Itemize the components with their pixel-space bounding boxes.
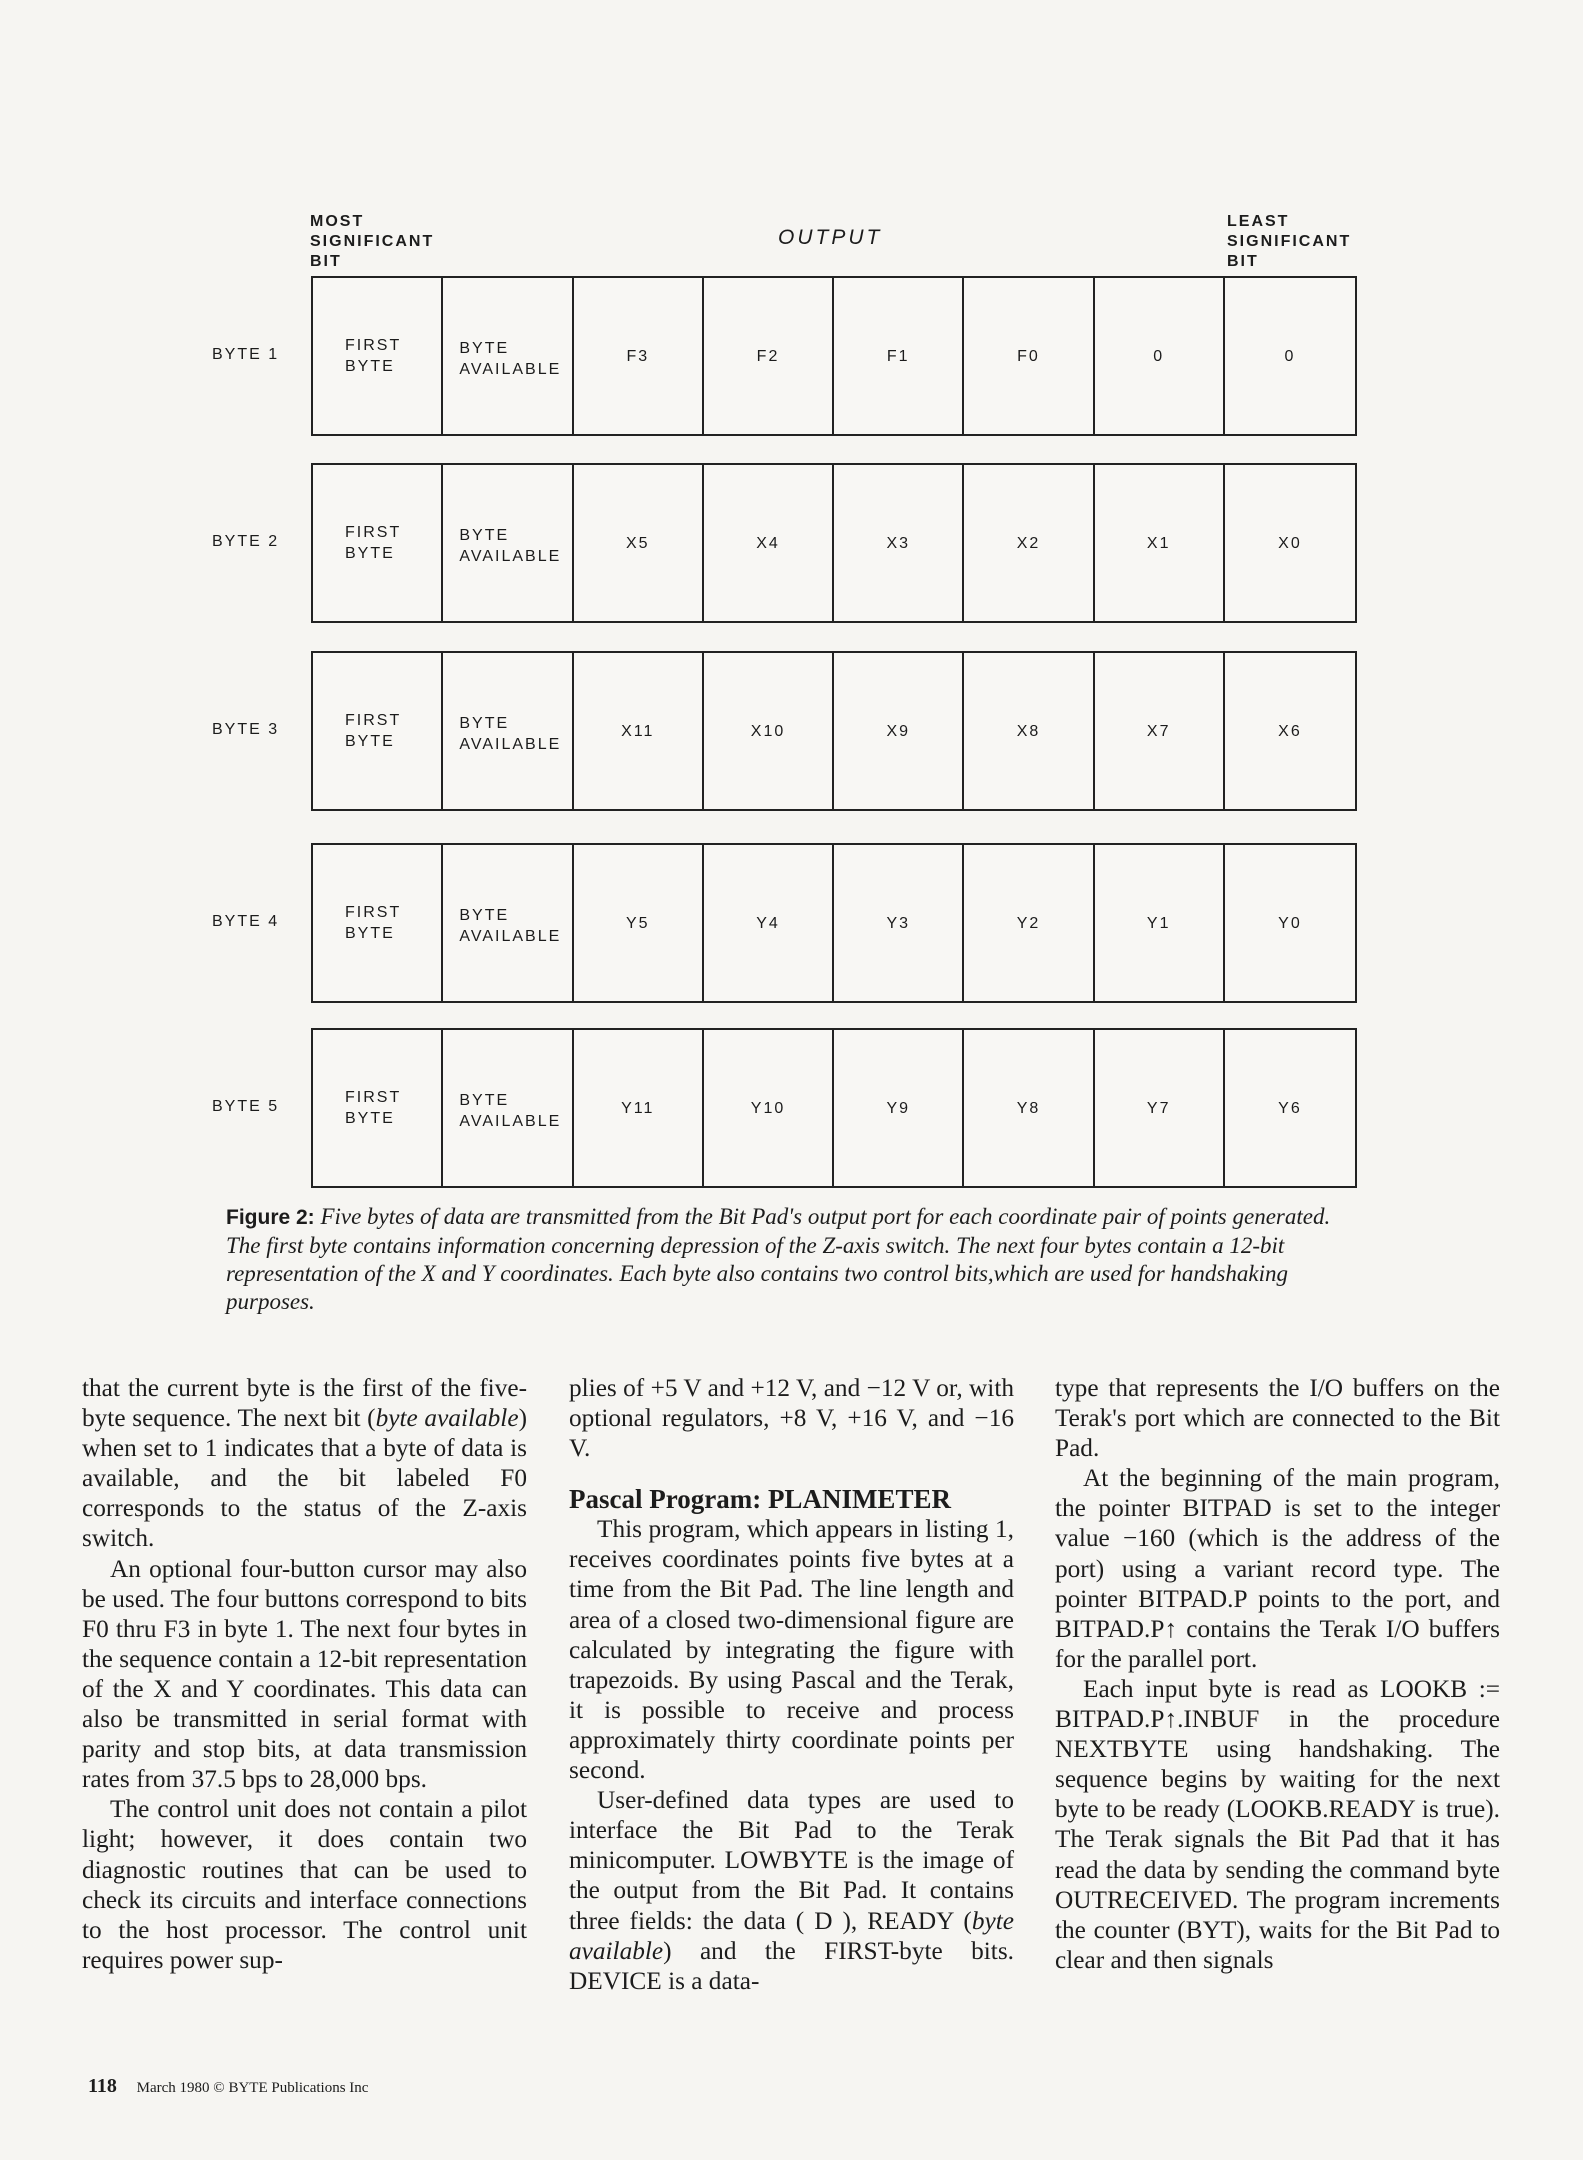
data-bit-cell — [1225, 845, 1355, 1001]
bit-label: X1 — [1146, 534, 1171, 552]
bit-label: BYTE AVAILABLE — [459, 1092, 562, 1130]
byte-row — [311, 843, 1357, 1003]
figure-caption-text: Five bytes of data are transmitted from the Bit Pad's output port for each coordinate pair of points generated. The first byte contains information concerning depression of the Z-axis switch. The next four bytes contain a 12-bit representation of the X and Y coordinates. Each byte also contains two control bits,which are used for handshaking purposes. — [226, 1204, 1331, 1314]
data-bit-cell — [1095, 845, 1225, 1001]
bit-label: F0 — [1017, 347, 1040, 365]
col2-paragraph-3: User-defined data types are used to interface the Bit Pad to the Terak minicomputer. LOWBYTE is the image of the output from the Bit Pad. It contains three fields: the data ( D ), READY (byte available) and the FIRST-byte bits. DEVICE is a data- — [569, 1786, 1014, 1995]
data-bit-cell — [574, 1030, 704, 1186]
byte-label: BYTE 1 — [212, 346, 280, 363]
data-bit-cell — [704, 1030, 834, 1186]
bit-label: X7 — [1146, 722, 1171, 740]
least-significant-bit-label: LEAST SIGNIFICANT BIT — [1227, 213, 1352, 270]
first-byte-bit-cell — [313, 845, 443, 1001]
data-bit-cell — [964, 465, 1094, 621]
bit-label: Y7 — [1146, 1099, 1171, 1117]
byte-available-bit-cell — [443, 653, 573, 809]
bit-label: Y9 — [886, 1099, 911, 1117]
byte-row — [311, 463, 1357, 623]
bit-label: X9 — [886, 722, 911, 740]
first-byte-bit-cell — [313, 653, 443, 809]
data-bit-cell — [964, 278, 1094, 434]
bit-label: Y4 — [756, 914, 780, 932]
bit-label: F1 — [886, 347, 910, 365]
figure-caption — [226, 1203, 1366, 1316]
bit-label: 0 — [1153, 347, 1165, 365]
data-bit-cell — [574, 653, 704, 809]
bit-label: X3 — [886, 534, 911, 552]
data-bit-cell — [1095, 278, 1225, 434]
data-bit-cell — [1225, 465, 1355, 621]
data-bit-cell — [704, 845, 834, 1001]
bit-label: Y2 — [1016, 914, 1041, 932]
page-footer — [88, 2075, 368, 2098]
byte-label: BYTE 5 — [212, 1098, 280, 1115]
bit-label: Y5 — [625, 914, 650, 932]
bit-label: Y0 — [1278, 914, 1302, 932]
bit-label: 0 — [1284, 347, 1296, 365]
bit-label: BYTE AVAILABLE — [459, 715, 562, 753]
footer-credit: March 1980 © BYTE Publications Inc — [136, 2080, 369, 2096]
data-bit-cell — [704, 465, 834, 621]
data-bit-cell — [964, 845, 1094, 1001]
first-byte-bit-cell — [313, 278, 443, 434]
byte-row — [311, 276, 1357, 436]
bit-label: X11 — [621, 722, 655, 740]
output-label: OUTPUT — [778, 226, 883, 249]
bit-label: F2 — [756, 347, 780, 365]
byte-available-bit-cell — [443, 1030, 573, 1186]
bit-label: F3 — [626, 347, 650, 365]
text-column-2 — [569, 1373, 1014, 1996]
data-bit-cell — [1095, 653, 1225, 809]
data-bit-cell — [574, 465, 704, 621]
section-heading: Pascal Program: PLANIMETER — [569, 1484, 951, 1515]
data-bit-cell — [1095, 465, 1225, 621]
data-bit-cell — [964, 653, 1094, 809]
byte-row — [311, 651, 1357, 811]
bit-label: Y10 — [750, 1099, 786, 1117]
bit-label: FIRST BYTE — [345, 337, 402, 375]
data-bit-cell — [834, 1030, 964, 1186]
col1-paragraph-2: An optional four-button cursor may also be used. The four buttons correspond to bits F0 thru F3 in byte 1. The next four bytes in the sequence contain a 12-bit representation of the X and Y coordinates. This data can also be transmitted in serial format with parity and stop bits, at data transmission rates from 37.5 bps to 28,000 bps. — [82, 1554, 527, 1794]
byte-available-bit-cell — [443, 278, 573, 434]
bit-label: BYTE AVAILABLE — [459, 340, 562, 378]
byte-available-bit-cell — [443, 465, 573, 621]
bit-label: FIRST BYTE — [345, 904, 402, 942]
bit-label: Y1 — [1146, 914, 1171, 932]
data-bit-cell — [964, 1030, 1094, 1186]
first-byte-bit-cell — [313, 1030, 443, 1186]
bit-label: Y11 — [621, 1099, 655, 1117]
first-byte-bit-cell — [313, 465, 443, 621]
page-number: 118 — [88, 2075, 117, 2097]
text-column-3 — [1055, 1373, 1500, 1975]
byte-row — [311, 1028, 1357, 1188]
bit-label: X8 — [1016, 722, 1041, 740]
figure-caption-label: Figure 2: — [226, 1206, 315, 1229]
bit-label: FIRST BYTE — [345, 1089, 402, 1127]
bit-label: FIRST BYTE — [345, 524, 402, 562]
col3-paragraph-1: type that represents the I/O buffers on the Terak's port which are connected to the Bit Pad. — [1055, 1374, 1500, 1463]
byte-label: BYTE 4 — [212, 913, 280, 930]
data-bit-cell — [1095, 1030, 1225, 1186]
data-bit-cell — [834, 845, 964, 1001]
data-bit-cell — [574, 278, 704, 434]
byte-available-bit-cell — [443, 845, 573, 1001]
byte-label: BYTE 3 — [212, 721, 280, 738]
data-bit-cell — [1225, 278, 1355, 434]
data-bit-cell — [1225, 1030, 1355, 1186]
bit-label: Y8 — [1016, 1099, 1041, 1117]
bit-label: Y3 — [886, 914, 911, 932]
col2-paragraph-1: plies of +5 V and +12 V, and −12 V or, with optional regulators, +8 V, +16 V, and −16 V. — [569, 1374, 1014, 1463]
bit-label: X10 — [750, 722, 786, 740]
bit-label: X6 — [1278, 722, 1302, 740]
data-bit-cell — [574, 845, 704, 1001]
bit-label: X2 — [1016, 534, 1041, 552]
bit-label: X5 — [625, 534, 650, 552]
col3-paragraph-3: Each input byte is read as LOOKB := BITPAD.P↑.INBUF in the procedure NEXTBYTE using handshaking. The sequence begins by waiting for the next byte to be ready (LOOKB.READY is true). The Terak signals the Bit Pad that it has read the data by sending the command byte OUTRECEIVED. The program increments the counter (BYT), waits for the Bit Pad to clear and then signals — [1055, 1674, 1500, 1974]
text-column-1 — [82, 1373, 527, 1975]
data-bit-cell — [704, 653, 834, 809]
col1-paragraph-3: The control unit does not contain a pilot light; however, it does contain two diagnostic routines that can be used to check its circuits and interface connections to the host processor. The control unit requires power sup- — [82, 1795, 527, 1974]
data-bit-cell — [1225, 653, 1355, 809]
data-bit-cell — [834, 653, 964, 809]
col3-paragraph-2: At the beginning of the main program, the pointer BITPAD is set to the integer value −160 (which is the address of the port) using a variant record type. The pointer BITPAD.P points to the port, and BITPAD.P↑ contains the Terak I/O buffers for the parallel port. — [1055, 1464, 1500, 1673]
data-bit-cell — [834, 465, 964, 621]
most-significant-bit-label: MOST SIGNIFICANT BIT — [310, 213, 435, 270]
bit-label: FIRST BYTE — [345, 712, 402, 750]
bit-label: BYTE AVAILABLE — [459, 907, 562, 945]
bit-label: BYTE AVAILABLE — [459, 527, 562, 565]
data-bit-cell — [704, 278, 834, 434]
data-bit-cell — [834, 278, 964, 434]
col2-paragraph-2: This program, which appears in listing 1, receives coordinates points five bytes at a time from the Bit Pad. The line length and area of a closed two-dimensional figure are calculated by integrating the figure with trapezoids. By using Pascal and the Terak, it is possible to receive and process approximately thirty coordinate points per second. — [569, 1515, 1014, 1785]
bit-label: Y6 — [1278, 1099, 1302, 1117]
col1-paragraph-1: that the current byte is the first of the five-byte sequence. The next bit (byte available) when set to 1 indicates that a byte of data is available, and the bit labeled F0 corresponds to the status of the Z-axis switch. — [82, 1374, 527, 1553]
bit-label: X0 — [1278, 534, 1302, 552]
bit-label: X4 — [756, 534, 780, 552]
byte-label: BYTE 2 — [212, 533, 280, 550]
